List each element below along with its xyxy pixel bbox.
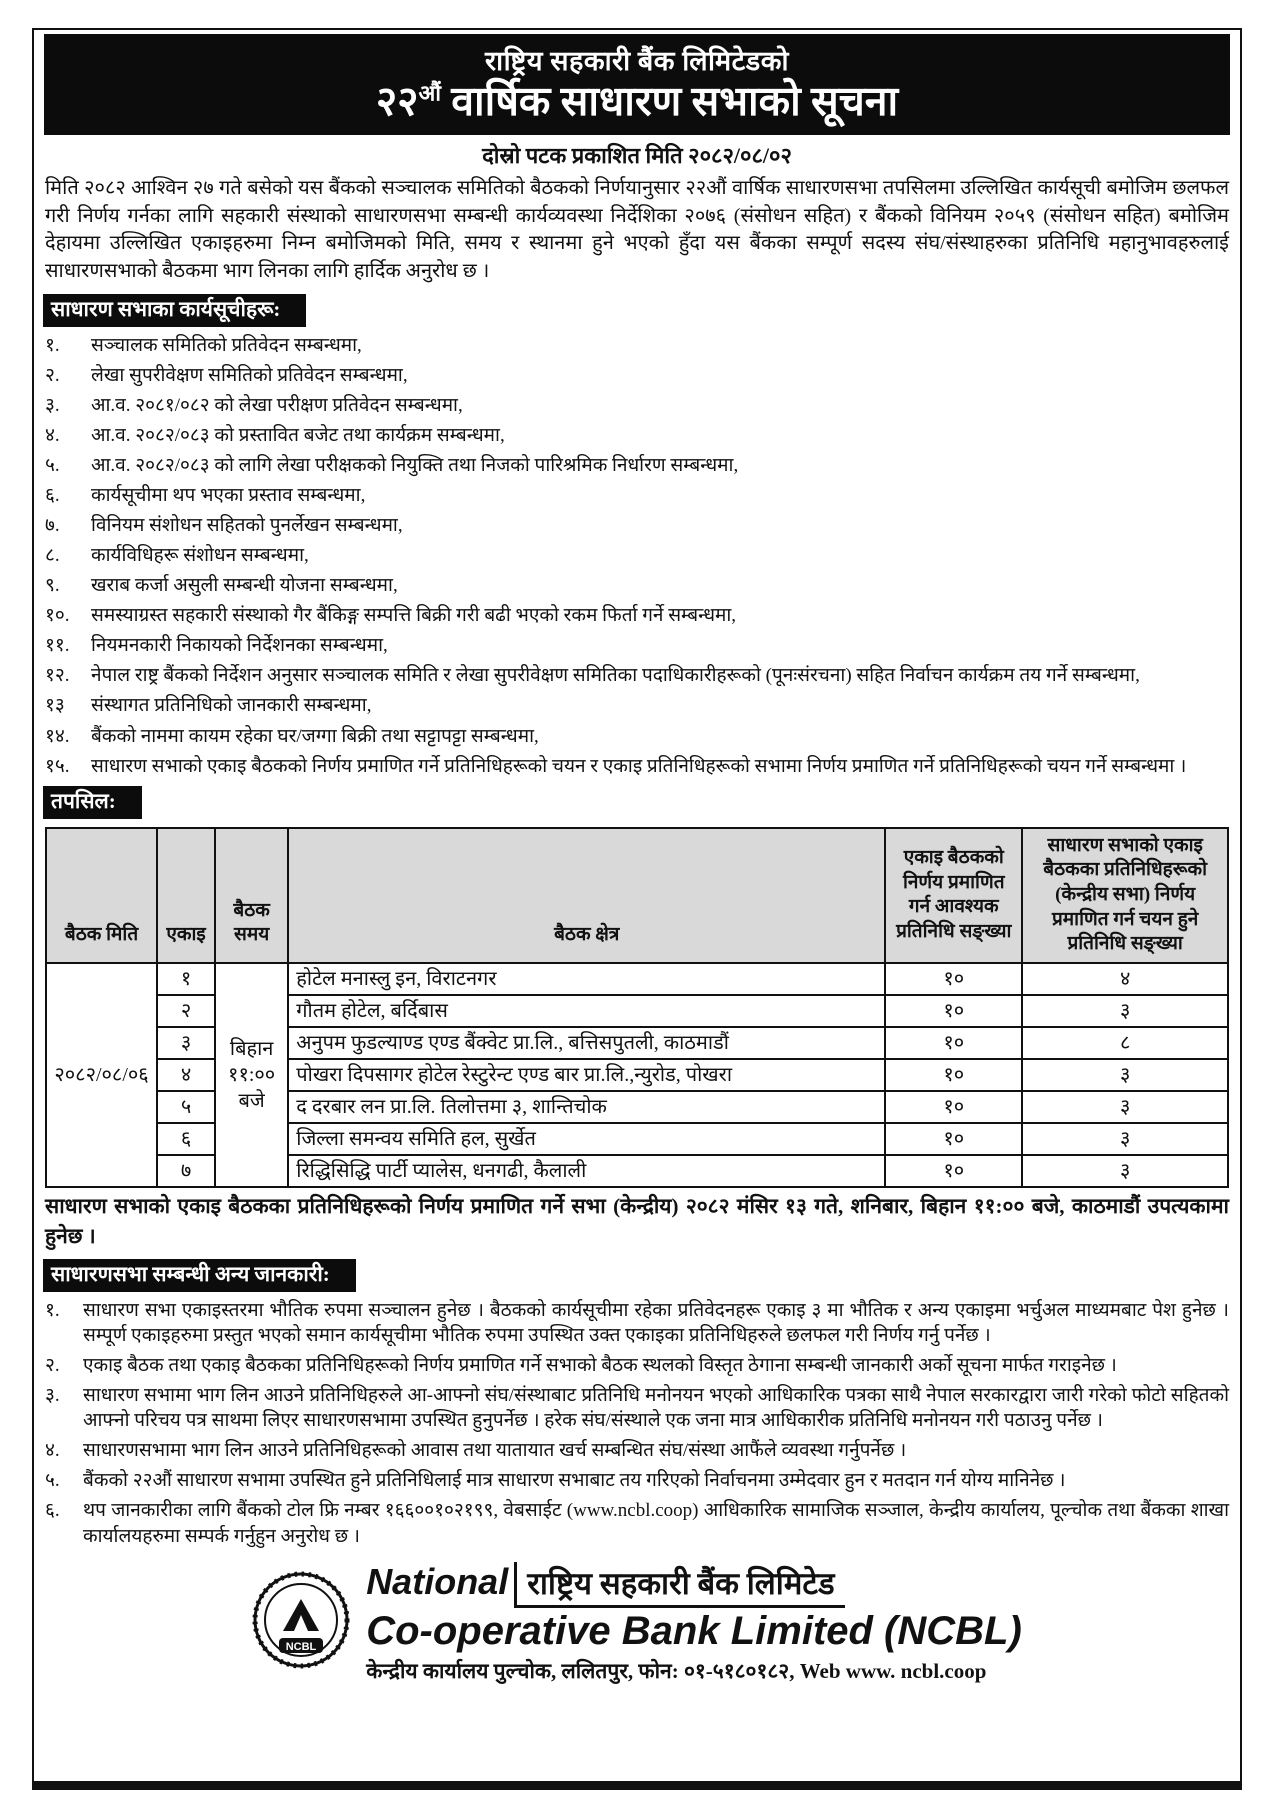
footer-name-english-2: Co-operative Bank Limited (NCBL) [366, 1608, 1022, 1653]
agenda-item-number: ४. [45, 424, 60, 446]
agenda-item [45, 603, 1229, 628]
notice-title-number: २२ [375, 78, 419, 124]
agenda-item-text: संस्थागत प्रतिनिधिको जानकारी सम्बन्धमा, [91, 695, 372, 717]
selected-reps-cell: ३ [1022, 1059, 1228, 1091]
agenda-item [45, 513, 1229, 538]
agenda-item-number: १४. [45, 725, 70, 747]
intro-paragraph: मिति २०८२ आश्विन २७ गते बसेको यस बैंकको सञ्चालक समितिको बैठकको निर्णयानुसार २२औं वार्षिक साधारणसभा तपसिलमा उल्लिखित कार्यसूची बमोजिम छलफल गरी निर्णय गर्नका लागि सहकारी संस्थाको साधारणसभा सम्बन्धी कार्यव्यवस्था निर्देशिका २०७६ (संसोधन सहित) र बैंकको विनियम २०५९ (संसोधन सहित) बमोजिम देहायमा उल्लिखित एकाइहरुमा निम्न बमोजिमको मिति, समय र स्थानमा हुने भएको हुँदा यस बैंकका सम्पूर्ण सदस्य संघ/संस्थाहरुका प्रतिनिधि महानुभावहरुलाई साधारणसभाको बैठकमा भाग लिनका लागि हार्दिक अनुरोध छ । [45, 177, 1229, 282]
info-item [45, 1498, 1229, 1548]
agenda-item-number: ११. [45, 635, 70, 657]
agenda-item-text: कार्यविधिहरू संशोधन सम्बन्धमा, [91, 545, 309, 567]
table-header-row [46, 828, 1228, 963]
agenda-item [45, 543, 1229, 568]
info-item-text: एकाइ बैठक तथा एकाइ बैठकका प्रतिनिधिहरूको निर्णय प्रमाणित गर्ने सभाको बैठक स्थलको विस्तृत ठेगाना सम्बन्धी जानकारी अर्को सूचना मार्फत गराइनेछ । [83, 1355, 1117, 1377]
info-item-number: २. [45, 1355, 60, 1377]
agenda-item-text: आ.व. २०८१/०८२ को लेखा परीक्षण प्रतिवेदन सम्बन्धमा, [91, 394, 463, 416]
required-reps-cell: १० [885, 1059, 1022, 1091]
title-banner [44, 34, 1230, 135]
venue-cell: जिल्ला समन्वय समिति हल, सुर्खेत [288, 1123, 885, 1155]
notice-document [32, 28, 1242, 1790]
agenda-item-text: खराब कर्जा असुली सम्बन्धी योजना सम्बन्धमा, [91, 575, 398, 597]
agenda-list [43, 333, 1231, 779]
other-info-heading: साधारणसभा सम्बन्धी अन्य जानकारी: [43, 1259, 356, 1292]
selected-reps-cell: ३ [1022, 1155, 1228, 1187]
info-item-text: थप जानकारीका लागि बैंकको टोल फ्रि नम्बर १६६००१०२१९९, वेबसाईट (www.ncbl.coop) आधिकारिक सामाजिक सञ्जाल, केन्द्रीय कार्यालय, पूल्चोक तथा बैंकका शाखा कार्यालयहरुमा सम्पर्क गर्नुहुन अनुरोध छ । [83, 1500, 1229, 1547]
agenda-item-text: नेपाल राष्ट्र बैंकको निर्देशन अनुसार सञ्चालक समिति र लेखा सुपरीवेक्षण समितिका पदाधिकारीहरूको (पूनःसंरचना) सहित निर्वाचन कार्यक्रम तय गर्ने सम्बन्धमा, [91, 665, 1140, 687]
header-meeting-date: बैठक मिति [46, 828, 157, 963]
unit-cell: २ [157, 995, 215, 1027]
required-reps-cell: १० [885, 995, 1022, 1027]
selected-reps-cell: ४ [1022, 963, 1228, 995]
info-item-text: बैंकको २२औं साधारण सभामा उपस्थित हुने प्रतिनिधिलाई मात्र साधारण सभाबाट तय गरिएको निर्वाचनमा उम्मेदवार हुन र मतदान गर्न योग्य मानिनेछ । [83, 1470, 1066, 1492]
footer-name-nepali: राष्ट्रिय सहकारी बैंक लिमिटेड [514, 1562, 844, 1608]
info-item [45, 1353, 1229, 1378]
venue-cell: गौतम होटेल, बर्दिबास [288, 995, 885, 1027]
agenda-item-text: लेखा सुपरीवेक्षण समितिको प्रतिवेदन सम्बन्धमा, [91, 364, 408, 386]
ncbl-logo [252, 1571, 350, 1674]
info-item-number: ४. [45, 1440, 60, 1462]
selected-reps-cell: ३ [1022, 995, 1228, 1027]
agenda-item-number: ९. [45, 575, 60, 597]
header-meeting-area: बैठक क्षेत्र [288, 828, 885, 963]
unit-cell: ७ [157, 1155, 215, 1187]
selected-reps-cell: ३ [1022, 1123, 1228, 1155]
unit-cell: ४ [157, 1059, 215, 1091]
agenda-item-text: आ.व. २०८२/०८३ को लागि लेखा परीक्षकको नियुक्ति तथा निजको पारिश्रमिक निर्धारण सम्बन्धमा, [91, 454, 739, 476]
required-reps-cell: १० [885, 963, 1022, 995]
info-item [45, 1383, 1229, 1433]
agenda-item [45, 724, 1229, 749]
info-item-text: साधारण सभा एकाइस्तरमा भौतिक रुपमा सञ्चालन हुनेछ । बैठकको कार्यसूचीमा रहेका प्रतिवेदनहरू एकाइ ३ मा भौतिक र अन्य एकाइमा भर्चुअल माध्यमबाट पेश हुनेछ । सम्पूर्ण एकाइहरुमा प्रस्तुत भएको समान कार्यसूचीमा भौतिक रुपमा उपस्थित उक्त एकाइका प्रतिनिधिहरुले छलफल गरी निर्णय गर्नु पर्नेछ । [83, 1299, 1229, 1346]
selected-reps-cell: ८ [1022, 1027, 1228, 1059]
header-meeting-time: बैठक समय [215, 828, 288, 963]
central-assembly-note: साधारण सभाको एकाइ बैठकका प्रतिनिधिहरूको निर्णय प्रमाणित गर्ने सभा (केन्द्रीय) २०८२ मंसिर १३ गते, शनिबार, बिहान ११:०० बजे, काठमाडौं उपत्यकामा हुनेछ । [45, 1194, 1229, 1248]
unit-cell: ६ [157, 1123, 215, 1155]
info-item-number: ५. [45, 1470, 60, 1492]
footer-address: केन्द्रीय कार्यालय पुल्चोक, ललितपुर, फोन: ०१-५१८०१८२, Web www. ncbl.coop [366, 1658, 987, 1683]
info-item-text: साधारण सभामा भाग लिन आउने प्रतिनिधिहरुले आ-आफ्नो संघ/संस्थाबाट प्रतिनिधि मनोनयन भएको आधिकारिक पत्रका साथै नेपाल सरकारद्वारा जारी गरेको फोटो सहितको आफ्नो परिचय पत्र साथमा लिएर साधारणसभामा उपस्थित हुनुपर्नेछ । हरेक संघ/संस्थाले एक जना मात्र आधिकारीक प्रतिनिधि मनोनयन गरी पठाउनु पर्नेछ । [83, 1385, 1229, 1432]
venue-cell: रिद्धिसिद्धि पार्टी प्यालेस, धनगढी, कैलाली [288, 1155, 885, 1187]
agenda-item [45, 423, 1229, 448]
unit-cell: ३ [157, 1027, 215, 1059]
agenda-item [45, 633, 1229, 658]
other-info-list [43, 1298, 1231, 1549]
footer-text-block [366, 1561, 1022, 1685]
info-item-number: ६. [45, 1500, 60, 1522]
venue-cell: होटेल मनास्लु इन, विराटनगर [288, 963, 885, 995]
agenda-item-number: ७. [45, 514, 60, 536]
agenda-item-number: १०. [45, 605, 70, 627]
agenda-item [45, 693, 1229, 718]
agenda-item-number: ६. [45, 484, 60, 506]
venue-cell: पोखरा दिपसागर होटेल रेस्टुरेन्ट एण्ड बार प्रा.लि.,न्युरोड, पोखरा [288, 1059, 885, 1091]
agenda-item-number: १३ [45, 695, 65, 717]
required-reps-cell: १० [885, 1123, 1022, 1155]
agenda-item-text: समस्याग्रस्त सहकारी संस्थाको गैर बैंकिङ्ग सम्पत्ति बिक्री गरी बढी भएको रकम फिर्ता गर्ने सम्बन्धमा, [91, 605, 737, 627]
footer-name-english-1: National [366, 1560, 509, 1602]
agenda-item-text: विनियम संशोधन सहितको पुनर्लेखन सम्बन्धमा, [91, 514, 403, 536]
agenda-item-text: सञ्चालक समितिको प्रतिवेदन सम्बन्धमा, [91, 334, 362, 356]
agenda-item-text: कार्यसूचीमा थप भएका प्रस्ताव सम्बन्धमा, [91, 484, 366, 506]
agenda-item [45, 393, 1229, 418]
venue-cell: अनुपम फुडल्याण्ड एण्ड बैंक्वेट प्रा.लि., बत्तिसपुतली, काठमाडौं [288, 1027, 885, 1059]
venue-cell: द दरबार लन प्रा.लि. तिलोत्तमा ३, शान्तिचोक [288, 1091, 885, 1123]
header-selected-reps: साधारण सभाको एकाइ बैठकका प्रतिनिधिहरूको (केन्द्रीय सभा) निर्णय प्रमाणित गर्न चयन हुने प्रतिनिधि सङ्ख्या [1022, 828, 1228, 963]
info-item [45, 1438, 1229, 1463]
agenda-item [45, 363, 1229, 388]
unit-cell: ५ [157, 1091, 215, 1123]
agenda-item-text: आ.व. २०८२/०८३ को प्रस्तावित बजेट तथा कार्यक्रम सम्बन्धमा, [91, 424, 505, 446]
required-reps-cell: १० [885, 1091, 1022, 1123]
agenda-heading: साधारण सभाका कार्यसूचीहरू: [43, 294, 306, 327]
header-required-reps: एकाइ बैठकको निर्णय प्रमाणित गर्न आवश्यक प्रतिनिधि सङ्ख्या [885, 828, 1022, 963]
agenda-item [45, 573, 1229, 598]
agenda-item-number: २. [45, 364, 60, 386]
notice-title-text: वार्षिक साधारण सभाको सूचना [440, 78, 899, 124]
meeting-time-cell: बिहान ११:०० बजे [215, 963, 288, 1187]
info-item-number: ३. [45, 1385, 60, 1407]
agenda-item-number: ३. [45, 394, 60, 416]
required-reps-cell: १० [885, 1027, 1022, 1059]
required-reps-cell: १० [885, 1155, 1022, 1187]
agenda-item-number: १२. [45, 665, 70, 687]
meeting-date-cell: २०८२/०८/०६ [46, 963, 157, 1187]
logo-text: NCBL [285, 1641, 317, 1654]
publish-date-line: दोस्रो पटक प्रकाशित मिति २०८२/०८/०२ [482, 143, 792, 169]
footer [43, 1561, 1231, 1685]
info-item [45, 1298, 1229, 1348]
agenda-item-text: साधारण सभाको एकाइ बैठकको निर्णय प्रमाणित गर्ने प्रतिनिधिहरूको चयन र एकाइ प्रतिनिधिहरूको सभामा निर्णय प्रमाणित गर्ने प्रतिनिधिहरूको चयन गर्ने सम्बन्धमा । [91, 755, 1187, 777]
agenda-item-text: बैंकको नाममा कायम रहेका घर/जग्गा बिक्री तथा सट्टापट्टा सम्बन्धमा, [91, 725, 539, 747]
agenda-item [45, 483, 1229, 508]
agenda-item-number: १५. [45, 755, 70, 777]
agenda-item-text: नियमनकारी निकायको निर्देशनका सम्बन्धमा, [91, 635, 388, 657]
agenda-item [45, 453, 1229, 478]
header-unit: एकाइ [157, 828, 215, 963]
agenda-item-number: १. [45, 334, 60, 356]
notice-title [44, 78, 1230, 125]
bank-name-line: राष्ट्रिय सहकारी बैंक लिमिटेडको [485, 46, 789, 76]
agenda-item [45, 333, 1229, 358]
selected-reps-cell: ३ [1022, 1091, 1228, 1123]
agenda-item-number: ५. [45, 454, 60, 476]
info-item [45, 1468, 1229, 1493]
notice-title-ordinal: औं [418, 80, 441, 106]
unit-cell: १ [157, 963, 215, 995]
agenda-item [45, 663, 1229, 688]
tapsil-heading: तपसिल: [43, 786, 142, 819]
info-item-number: १. [45, 1299, 60, 1321]
agenda-item [45, 754, 1229, 779]
agenda-item-number: ८. [45, 545, 60, 567]
table-row [46, 963, 1228, 995]
meeting-schedule-table [45, 827, 1229, 1188]
info-item-text: साधारणसभामा भाग लिन आउने प्रतिनिधिहरूको आवास तथा यातायात खर्च सम्बन्धित संघ/संस्था आफैंले व्यवस्था गर्नुपर्नेछ । [83, 1440, 907, 1462]
